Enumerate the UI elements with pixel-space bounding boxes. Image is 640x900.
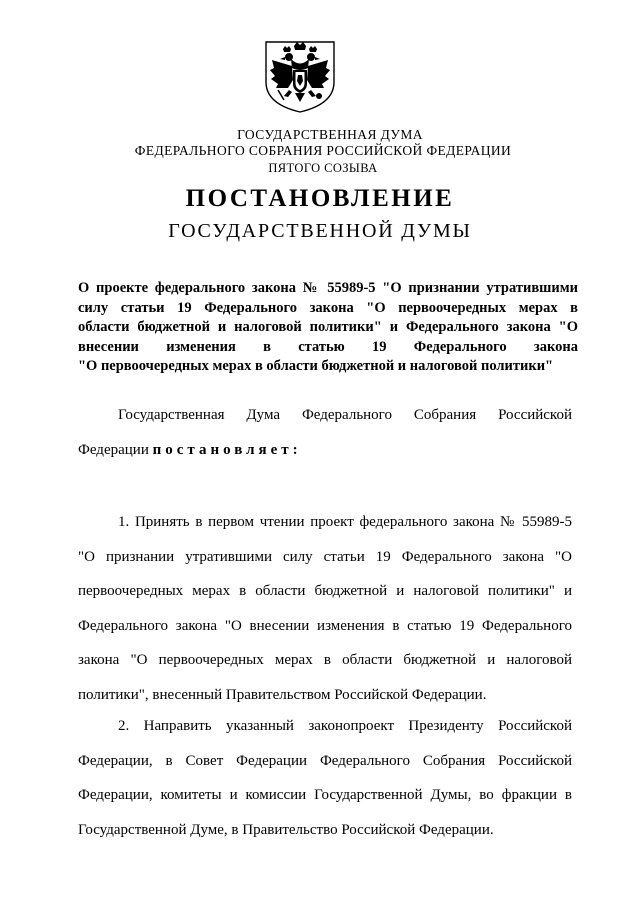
intro-line: Государственная Дума Федерального Собрания Российской [118,407,572,423]
subject-line: "О первоочередных мерах в области бюджетной и налоговой политики" [78,358,554,375]
paragraph-line: закона "О первоочередных мерах в области бюджетной и налоговой [78,652,572,668]
coat-of-arms-emblem-icon [262,38,338,114]
paragraph-line: 2. Направить указанный законопроект Президенту Российской [118,718,572,734]
paragraph-line: Федерации, комитеты и комиссии Государственной Думы, во фракции в [78,787,572,803]
paragraph-line: "О признании утратившими силу статьи 19 Федерального закона "О [78,548,572,565]
subject-line: силу статьи 19 Федерального закона "О первоочередных мерах в [78,299,578,316]
intro-prefix: Федерации [78,441,153,458]
intro-resolves: постановляет: [152,441,302,458]
header-convocation: ПЯТОГО СОЗЫВА [268,161,378,175]
paragraph-line: Федерации, в Совет Федерации Федерального Собрания Российской [78,752,572,769]
paragraph-line: Федерального закона "О внесении изменения в статью 19 Федерального [78,617,572,634]
intro-line [78,433,572,468]
header-duma: ГОСУДАРСТВЕННАЯ ДУМА [237,127,423,142]
resolution-subject [78,279,578,377]
document-subtitle: ГОСУДАРСТВЕННОЙ ДУМЫ [168,220,472,242]
paragraph-2 [78,709,572,847]
subject-line: области бюджетной и налоговой политики" и Федерального закона "О [78,319,578,336]
paragraph-1 [78,505,572,712]
subject-line: О проекте федерального закона № 55989-5 "О признании утратившими [78,280,578,296]
paragraph-line: первоочередных мерах в области бюджетной и налоговой политики" и [78,583,572,599]
subject-line: внесении изменения в статью 19 Федерального закона [78,338,578,355]
document-title: ПОСТАНОВЛЕНИЕ [185,185,455,212]
intro-paragraph [78,398,572,467]
paragraph-line: политики", внесенный Правительством Российской Федерации. [78,686,487,703]
paragraph-line: Государственной Думе, в Правительство Российской Федерации. [78,821,494,838]
header-federal-assembly: ФЕДЕРАЛЬНОГО СОБРАНИЯ РОССИЙСКОЙ ФЕДЕРАЦИИ [134,143,512,158]
paragraph-line: 1. Принять в первом чтении проект федерального закона № 55989-5 [118,514,572,530]
